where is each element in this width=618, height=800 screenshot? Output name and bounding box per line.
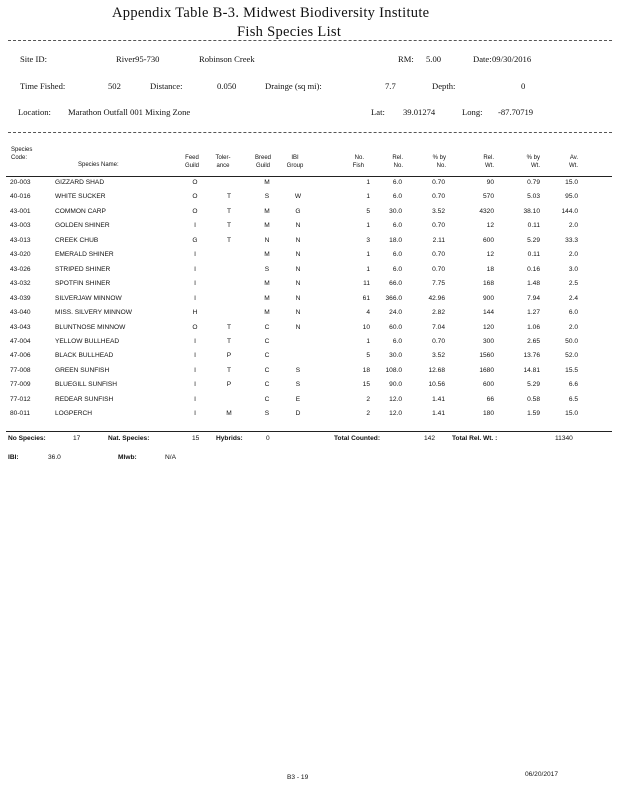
species-code: 77-009: [10, 381, 31, 389]
rel-wt: 900: [482, 294, 494, 302]
species-name: WHITE SUCKER: [55, 193, 106, 201]
rm-label: RM:: [398, 54, 414, 64]
rel-no: 6.0: [392, 179, 402, 186]
ibi-value: 36.0: [48, 454, 61, 461]
breed-guild: C: [264, 381, 270, 389]
species-name: GOLDEN SHINER: [55, 222, 110, 230]
rel-no: 24.0: [389, 309, 402, 317]
col-tolerance: Toler- ance: [215, 155, 231, 169]
species-name: GIZZARD SHAD: [55, 179, 105, 186]
ibi-group: N: [295, 309, 301, 317]
species-code: 43-026: [10, 265, 31, 273]
breed-guild: S: [264, 410, 270, 418]
rel-no: 12.0: [389, 395, 402, 403]
species-code: 43-039: [10, 294, 31, 302]
rel-no: 6.0: [392, 193, 402, 201]
col-pct-no: % by No.: [432, 155, 446, 169]
av-wt: 2.0: [568, 222, 578, 230]
hybrids-value: 0: [266, 435, 270, 442]
pct-no: 3.52: [432, 352, 445, 360]
site-id-label: Site ID:: [20, 54, 47, 64]
no-species-label: No Species:: [8, 435, 46, 442]
report-title: Appendix Table B-3. Midwest Biodiversity Institute: [112, 5, 430, 21]
col-species-name: Species Name:: [78, 162, 119, 168]
av-wt: 33.3: [565, 236, 578, 244]
nat-species-value: 15: [192, 435, 200, 442]
rel-no: 30.0: [389, 207, 402, 215]
feed-guild: I: [194, 280, 196, 288]
col-breed-guild: Breed Guild: [254, 155, 271, 169]
feed-guild: I: [194, 352, 196, 360]
no-fish: 11: [363, 280, 370, 288]
breed-guild: M: [264, 207, 270, 215]
ibi-group: N: [295, 265, 301, 273]
pct-wt: 0.11: [527, 251, 540, 259]
ibi-group: N: [295, 222, 301, 230]
pct-wt: 5.29: [527, 236, 540, 244]
ibi-group: N: [295, 236, 301, 244]
pct-wt: 1.59: [527, 410, 540, 418]
pct-wt: 1.48: [527, 280, 540, 288]
lat-value: 39.01274: [403, 107, 436, 117]
divider: [8, 132, 612, 133]
no-fish: 1: [366, 222, 370, 230]
rel-no: 30.0: [389, 352, 402, 360]
col-rel-no: Rel. No.: [392, 155, 403, 169]
feed-guild: I: [194, 381, 196, 389]
av-wt: 2.0: [568, 323, 578, 331]
species-name: SILVERJAW MINNOW: [55, 294, 122, 302]
breed-guild: C: [264, 323, 270, 331]
no-fish: 1: [366, 265, 370, 273]
pct-wt: 0.58: [527, 395, 540, 403]
feed-guild: O: [192, 323, 198, 331]
ibi-group: S: [295, 366, 301, 374]
ibi-group: S: [295, 381, 301, 389]
tolerance: T: [226, 323, 232, 331]
depth-value: 0: [521, 81, 526, 91]
ibi-group: N: [295, 280, 301, 288]
av-wt: 6.5: [568, 395, 578, 403]
date-label: Date:: [473, 54, 492, 64]
rm-value: 5.00: [426, 54, 442, 64]
species-code: 43-013: [10, 236, 31, 244]
feed-guild: H: [192, 309, 198, 317]
pct-wt: 13.76: [523, 352, 540, 360]
creek-name: Robinson Creek: [199, 54, 255, 64]
pct-wt: 5.03: [527, 193, 540, 201]
long-label: Long:: [462, 107, 483, 117]
av-wt: 15.0: [565, 179, 578, 186]
ibi-group: N: [295, 323, 301, 331]
av-wt: 6.0: [568, 309, 578, 317]
feed-guild: I: [194, 265, 196, 273]
total-counted-value: 142: [424, 435, 436, 442]
drainage-value: 7.7: [385, 81, 396, 91]
pct-no: 0.70: [432, 337, 445, 345]
pct-no: 7.04: [432, 323, 445, 331]
rel-no: 6.0: [392, 251, 402, 259]
pct-no: 3.52: [432, 207, 445, 215]
pct-wt: 0.11: [527, 222, 540, 230]
col-rel-wt: Rel. Wt.: [483, 155, 494, 169]
rel-wt: 12: [486, 222, 494, 230]
rel-wt: 18: [486, 265, 494, 273]
rel-no: 108.0: [385, 366, 402, 374]
breed-guild: M: [264, 294, 270, 302]
pct-no: 10.56: [428, 381, 445, 389]
tolerance: T: [226, 207, 232, 215]
tolerance: M: [226, 410, 232, 418]
rel-wt: 144: [482, 309, 494, 317]
miwb-label: MIwb:: [118, 454, 137, 461]
feed-guild: I: [194, 366, 196, 374]
species-name: CREEK CHUB: [55, 236, 99, 244]
pct-no: 42.96: [428, 294, 445, 302]
rel-wt: 168: [482, 280, 494, 288]
breed-guild: M: [264, 222, 270, 230]
species-code: 43-001: [10, 207, 31, 215]
breed-guild: C: [264, 337, 270, 345]
species-code: 43-020: [10, 251, 31, 259]
ibi-label: IBI:: [8, 454, 19, 461]
col-av-wt: Av. Wt.: [569, 155, 578, 169]
feed-guild: I: [194, 251, 196, 259]
pct-no: 2.82: [432, 309, 445, 317]
rel-no: 6.0: [392, 337, 402, 345]
feed-guild: I: [194, 395, 196, 403]
pct-wt: 14.81: [523, 366, 540, 374]
feed-guild: O: [192, 207, 198, 215]
species-code: 80-011: [10, 410, 31, 418]
tolerance: T: [226, 236, 232, 244]
av-wt: 144.0: [561, 207, 578, 215]
species-name: GREEN SUNFISH: [55, 366, 110, 374]
pct-wt: 7.94: [527, 294, 540, 302]
species-code: 43-003: [10, 222, 31, 230]
miwb-value: N/A: [165, 454, 176, 461]
breed-guild: N: [264, 236, 270, 244]
species-code: 77-012: [10, 395, 31, 403]
av-wt: 50.0: [565, 337, 578, 345]
breed-guild: S: [264, 193, 270, 201]
no-fish: 5: [366, 207, 370, 215]
pct-no: 0.70: [432, 222, 445, 230]
rel-wt: 300: [482, 337, 494, 345]
site-id: River95-730: [116, 54, 160, 64]
no-fish: 1: [366, 251, 370, 259]
feed-guild: I: [194, 337, 196, 345]
rel-no: 6.0: [392, 222, 402, 230]
breed-guild: M: [264, 309, 270, 317]
breed-guild: S: [264, 265, 270, 273]
feed-guild: I: [194, 294, 196, 302]
no-fish: 2: [366, 395, 370, 403]
breed-guild: C: [264, 352, 270, 360]
av-wt: 2.4: [568, 294, 578, 302]
rel-no: 60.0: [389, 323, 402, 331]
divider: [8, 40, 612, 41]
col-ibi-group: IBI Group: [286, 155, 304, 169]
rel-wt: 120: [482, 323, 494, 331]
feed-guild: I: [194, 410, 196, 418]
pct-wt: 0.79: [527, 179, 540, 186]
rel-wt: 66: [486, 395, 494, 403]
drainage-label: Drainge (sq mi):: [265, 81, 322, 91]
pct-no: 0.70: [432, 193, 445, 201]
av-wt: 3.0: [568, 265, 578, 273]
col-species-code: Species Code:: [11, 147, 33, 161]
pct-no: 7.75: [432, 280, 445, 288]
tolerance: T: [226, 366, 232, 374]
species-code: 43-043: [10, 323, 31, 331]
species-code: 47-006: [10, 352, 31, 360]
report-subtitle: Fish Species List: [237, 24, 342, 40]
no-fish: 3: [366, 236, 370, 244]
time-label: Time Fished:: [20, 81, 66, 91]
feed-guild: O: [192, 179, 198, 186]
rel-wt: 600: [482, 236, 494, 244]
pct-wt: 38.10: [523, 207, 540, 215]
pct-no: 0.70: [432, 265, 445, 273]
rel-wt: 90: [486, 179, 494, 186]
pct-wt: 1.06: [527, 323, 540, 331]
species-code: 77-008: [10, 366, 31, 374]
tolerance: T: [226, 222, 232, 230]
location-label: Location:: [18, 107, 51, 117]
depth-label: Depth:: [432, 81, 456, 91]
ibi-group: G: [295, 207, 301, 215]
av-wt: 6.6: [568, 381, 578, 389]
no-fish: 18: [362, 366, 370, 374]
distance-value: 0.050: [217, 81, 237, 91]
species-name: SPOTFIN SHINER: [55, 280, 111, 288]
av-wt: 15.5: [565, 366, 578, 374]
species-code: 43-040: [10, 309, 31, 317]
lat-label: Lat:: [371, 107, 385, 117]
no-fish: 1: [366, 193, 370, 201]
no-fish: 10: [362, 323, 370, 331]
pct-wt: 5.29: [527, 381, 540, 389]
no-fish: 1: [366, 337, 370, 345]
rel-no: 12.0: [389, 410, 402, 418]
rel-no: 18.0: [389, 236, 402, 244]
species-name: EMERALD SHINER: [55, 251, 114, 259]
species-name: BLUEGILL SUNFISH: [55, 381, 118, 389]
species-name: BLUNTNOSE MINNOW: [55, 323, 126, 331]
hybrids-label: Hybrids:: [216, 435, 243, 442]
breed-guild: M: [264, 280, 270, 288]
no-fish: 2: [366, 410, 370, 418]
long-value: -87.70719: [498, 107, 534, 117]
ibi-group: D: [295, 410, 301, 418]
pct-no: 2.11: [432, 236, 445, 244]
rel-wt: 1680: [479, 366, 494, 374]
totals-rule: [6, 431, 612, 432]
no-species-value: 17: [73, 435, 81, 442]
total-relwt-value: 11340: [555, 435, 573, 442]
pct-no: 0.70: [432, 251, 445, 259]
av-wt: 2.0: [568, 251, 578, 259]
rel-wt: 570: [482, 193, 494, 201]
tolerance: T: [226, 337, 232, 345]
no-fish: 15: [362, 381, 370, 389]
species-name: YELLOW BULLHEAD: [55, 337, 120, 345]
feed-guild: O: [192, 193, 198, 201]
ibi-group: E: [295, 395, 301, 403]
species-code: 43-032: [10, 280, 31, 288]
ibi-group: N: [295, 251, 301, 259]
header-rule: [6, 176, 612, 177]
feed-guild: I: [194, 222, 196, 230]
pct-wt: 0.16: [527, 265, 540, 273]
pct-no: 1.41: [432, 410, 445, 418]
no-fish: 61: [362, 294, 370, 302]
date-value: 09/30/2016: [492, 54, 532, 64]
page-number: B3 - 19: [287, 774, 309, 781]
pct-no: 1.41: [432, 395, 445, 403]
species-code: 47-004: [10, 337, 31, 345]
species-name: MISS. SILVERY MINNOW: [55, 309, 132, 317]
rel-wt: 1560: [479, 352, 494, 360]
species-code: 20-003: [10, 179, 31, 186]
rel-no: 366.0: [385, 294, 402, 302]
rel-no: 6.0: [392, 265, 402, 273]
species-name: STRIPED SHINER: [55, 265, 111, 273]
pct-wt: 1.27: [527, 309, 540, 317]
time-value: 502: [108, 81, 121, 91]
rel-no: 66.0: [389, 280, 402, 288]
species-name: LOGPERCH: [55, 410, 93, 418]
tolerance: P: [226, 381, 232, 389]
pct-no: 0.70: [432, 179, 445, 186]
distance-label: Distance:: [150, 81, 183, 91]
breed-guild: C: [264, 366, 270, 374]
breed-guild: C: [264, 395, 270, 403]
col-feed-guild: Feed Guild: [184, 155, 199, 169]
footer-date: 06/20/2017: [525, 771, 559, 778]
rel-wt: 12: [486, 251, 494, 259]
no-fish: 1: [366, 179, 370, 186]
nat-species-label: Nat. Species:: [108, 435, 150, 442]
av-wt: 52.0: [565, 352, 578, 360]
species-name: BLACK BULLHEAD: [55, 352, 114, 360]
pct-no: 12.68: [428, 366, 445, 374]
species-name: REDEAR SUNFISH: [55, 395, 114, 403]
rel-wt: 180: [482, 410, 494, 418]
rel-wt: 4320: [479, 207, 494, 215]
col-no-fish: No. Fish: [352, 155, 364, 169]
tolerance: T: [226, 193, 232, 201]
feed-guild: G: [192, 236, 198, 244]
tolerance: P: [226, 352, 232, 360]
ibi-group: N: [295, 294, 301, 302]
ibi-group: W: [294, 193, 302, 201]
no-fish: 5: [366, 352, 370, 360]
av-wt: 15.0: [565, 410, 578, 418]
no-fish: 4: [366, 309, 370, 317]
breed-guild: M: [264, 251, 270, 259]
total-relwt-label: Total Rel. Wt. :: [452, 435, 498, 442]
species-name: COMMON CARP: [55, 207, 106, 215]
col-pct-wt: % by Wt.: [526, 155, 540, 169]
av-wt: 95.0: [565, 193, 578, 201]
av-wt: 2.5: [568, 280, 578, 288]
rel-wt: 600: [482, 381, 494, 389]
pct-wt: 2.65: [527, 337, 540, 345]
breed-guild: M: [264, 179, 270, 186]
location-value: Marathon Outfall 001 Mixing Zone: [68, 107, 191, 117]
species-code: 40-016: [10, 193, 31, 201]
total-counted-label: Total Counted:: [334, 435, 381, 442]
rel-no: 90.0: [389, 381, 402, 389]
